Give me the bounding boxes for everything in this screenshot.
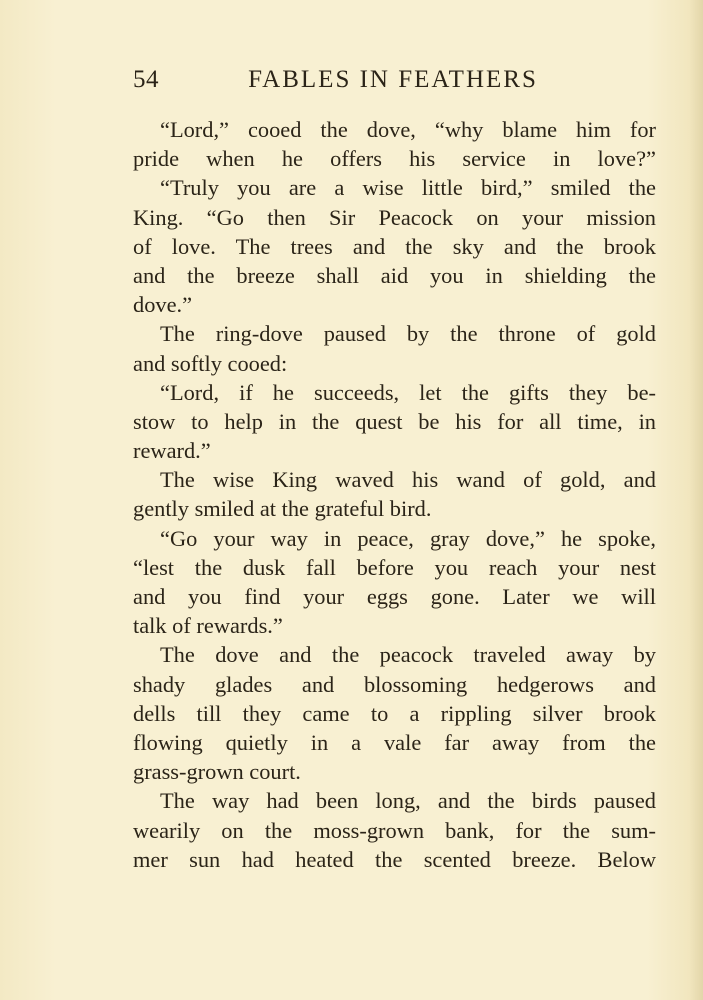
text-line: “Lord,” cooed the dove, “why blame him for	[160, 117, 656, 142]
text-line: The wise King waved his wand of gold, and	[160, 467, 656, 493]
text-line: grass-grown court.	[133, 759, 301, 785]
text-line: reward.”	[133, 438, 211, 464]
text-line: “Go your way in peace, gray dove,” he spoke,	[160, 525, 656, 551]
text-line: and softly cooed:	[133, 350, 288, 376]
text-line: stow to help in the quest be his for all time, in	[133, 408, 656, 434]
text-line: talk of rewards.”	[133, 613, 283, 639]
text-line: pride when he offers his service in love?”	[133, 146, 656, 172]
text-line: dells till they came to a rippling silver brook	[133, 700, 656, 726]
text-line: “lest the dusk fall before you reach your nest	[133, 554, 656, 580]
text-line: and you find your eggs gone. Later we will	[133, 584, 656, 609]
running-title: FABLES IN FEATHERS	[248, 66, 538, 93]
text-line: of love. The trees and the sky and the brook	[133, 233, 656, 259]
text-line: The ring-dove paused by the throne of gold	[160, 321, 656, 347]
text-line: The way had been long, and the birds paused	[160, 788, 656, 814]
text-line: “Truly you are a wise little bird,” smiled the	[160, 175, 656, 201]
page-header	[133, 66, 653, 102]
text-line: mer sun had heated the scented breeze. Below	[133, 846, 656, 872]
text-line: shady glades and blossoming hedgerows and	[133, 671, 656, 697]
body-text	[133, 115, 656, 874]
page-number: 54	[133, 66, 159, 93]
text-line: gently smiled at the grateful bird.	[133, 496, 432, 522]
text-line: wearily on the moss-grown bank, for the sum-	[133, 817, 656, 843]
text-line: and the breeze shall aid you in shielding the	[133, 262, 656, 288]
text-line: flowing quietly in a vale far away from the	[133, 729, 656, 755]
text-line: King. “Go then Sir Peacock on your mission	[133, 204, 656, 230]
text-line: The dove and the peacock traveled away by	[160, 642, 656, 668]
page-edge-shadow	[689, 0, 703, 1000]
text-line: “Lord, if he succeeds, let the gifts they be-	[160, 379, 656, 405]
text-line: dove.”	[133, 292, 193, 318]
